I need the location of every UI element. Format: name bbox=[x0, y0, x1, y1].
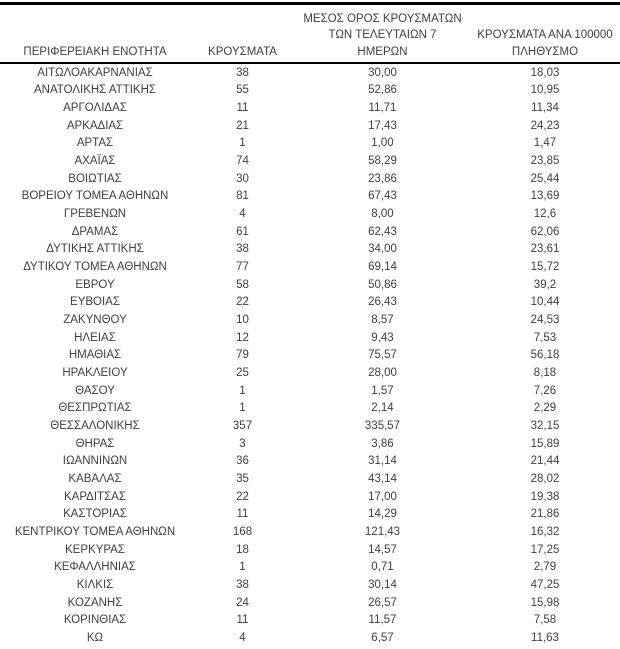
region-cell: ΗΡΑΚΛΕΙΟΥ bbox=[62, 366, 128, 379]
table-row bbox=[0, 223, 620, 241]
region-cell: ΔΡΑΜΑΣ bbox=[71, 225, 119, 238]
region-cell: ΑΡΤΑΣ bbox=[76, 137, 114, 150]
table-row bbox=[0, 364, 620, 382]
avg7-cell: 1,57 bbox=[371, 384, 394, 397]
per100k-cell: 13,69 bbox=[530, 190, 560, 203]
region-cell: ΗΛΕΙΑΣ bbox=[74, 331, 116, 344]
table-row bbox=[0, 576, 620, 594]
cases-cell: 58 bbox=[236, 278, 249, 291]
cases-cell: 30 bbox=[236, 172, 249, 185]
avg7-cell: 30,00 bbox=[368, 66, 397, 79]
avg7-cell: 28,00 bbox=[368, 366, 397, 379]
cases-cell: 74 bbox=[236, 155, 249, 168]
per100k-cell: 28,02 bbox=[530, 472, 560, 485]
table-row bbox=[0, 205, 620, 223]
avg7-cell: 34,00 bbox=[368, 243, 397, 256]
table-row bbox=[0, 170, 620, 188]
per100k-cell: 15,72 bbox=[530, 261, 560, 274]
per100k-cell: 1,47 bbox=[533, 137, 557, 150]
avg7-cell: 50,86 bbox=[368, 278, 397, 291]
region-cell: ΕΒΡΟΥ bbox=[75, 278, 115, 291]
cases-cell: 77 bbox=[236, 261, 249, 274]
table-row bbox=[0, 152, 620, 170]
table-row bbox=[0, 594, 620, 612]
column-header-line: ΚΡΟΥΣΜΑΤΑ ΑΝΑ 100000 bbox=[477, 29, 613, 41]
avg7-cell: 14,29 bbox=[368, 508, 397, 521]
per100k-cell: 21,44 bbox=[530, 455, 560, 468]
per100k-cell: 7,58 bbox=[533, 614, 557, 627]
avg7-cell: 121,43 bbox=[364, 525, 401, 538]
region-cell: ΘΕΣΣΑΛΟΝΙΚΗΣ bbox=[50, 419, 140, 432]
cases-cell: 11 bbox=[236, 508, 249, 521]
region-cell: ΘΗΡΑΣ bbox=[75, 437, 115, 450]
column-header-avg7 bbox=[295, 11, 470, 61]
cases-cell: 25 bbox=[236, 366, 249, 379]
avg7-cell: 75,57 bbox=[368, 349, 397, 362]
avg7-cell: 6,57 bbox=[371, 631, 394, 644]
cases-cell: 21 bbox=[236, 119, 249, 132]
avg7-cell: 17,43 bbox=[368, 119, 397, 132]
per100k-cell: 39,2 bbox=[533, 278, 557, 291]
avg7-cell: 1,00 bbox=[371, 137, 394, 150]
per100k-cell: 7,53 bbox=[533, 331, 557, 344]
cases-cell: 38 bbox=[236, 578, 249, 591]
cases-cell: 1 bbox=[239, 137, 246, 150]
per100k-cell: 21,86 bbox=[530, 508, 560, 521]
cases-cell: 11 bbox=[236, 614, 249, 627]
table-row bbox=[0, 117, 620, 135]
region-cell: ΘΕΣΠΡΩΤΙΑΣ bbox=[58, 402, 132, 415]
per100k-cell: 15,98 bbox=[530, 596, 560, 609]
cases-cell: 4 bbox=[239, 631, 246, 644]
per100k-cell: 23,85 bbox=[530, 155, 560, 168]
avg7-cell: 31,14 bbox=[368, 455, 397, 468]
avg7-cell: 26,43 bbox=[368, 296, 397, 309]
per100k-cell: 62,06 bbox=[530, 225, 560, 238]
column-header-region bbox=[0, 44, 190, 61]
table-row bbox=[0, 99, 620, 117]
region-cell: ΑΝΑΤΟΛΙΚΗΣ ΑΤΤΙΚΗΣ bbox=[33, 84, 156, 97]
avg7-cell: 69,14 bbox=[368, 261, 397, 274]
table-row bbox=[0, 82, 620, 100]
table-row bbox=[0, 329, 620, 347]
per100k-cell: 2,29 bbox=[533, 402, 557, 415]
cases-cell: 22 bbox=[236, 296, 249, 309]
table-row bbox=[0, 135, 620, 153]
table-row bbox=[0, 470, 620, 488]
per100k-cell: 12,6 bbox=[533, 208, 557, 221]
table-row bbox=[0, 276, 620, 294]
region-cell: ΚΑΣΤΟΡΙΑΣ bbox=[63, 508, 127, 521]
table-row bbox=[0, 417, 620, 435]
region-cell: ΑΡΚΑΔΙΑΣ bbox=[66, 119, 124, 132]
per100k-cell: 47,25 bbox=[530, 578, 560, 591]
region-cell: ΚΩ bbox=[86, 631, 104, 644]
table-row bbox=[0, 435, 620, 453]
cases-cell: 10 bbox=[236, 314, 249, 327]
table-row bbox=[0, 558, 620, 576]
avg7-cell: 335,57 bbox=[364, 419, 401, 432]
cases-cell: 79 bbox=[236, 349, 249, 362]
region-cell: ΚΕΝΤΡΙΚΟΥ ΤΟΜΕΑ ΑΘΗΝΩΝ bbox=[14, 525, 176, 538]
per100k-cell: 32,15 bbox=[530, 419, 560, 432]
cases-cell: 1 bbox=[239, 384, 246, 397]
table-row bbox=[0, 382, 620, 400]
cases-cell: 4 bbox=[239, 208, 246, 221]
cases-cell: 11 bbox=[236, 102, 249, 115]
cases-cell: 1 bbox=[239, 402, 246, 415]
per100k-cell: 11,34 bbox=[531, 102, 559, 115]
per100k-cell: 19,38 bbox=[530, 490, 560, 503]
avg7-cell: 43,14 bbox=[368, 472, 397, 485]
region-cell: ΕΥΒΟΙΑΣ bbox=[70, 296, 120, 309]
region-cell: ΚΟΖΑΝΗΣ bbox=[67, 596, 123, 609]
region-cell: ΚΟΡΙΝΘΙΑΣ bbox=[63, 614, 127, 627]
per100k-cell: 11,63 bbox=[531, 631, 559, 644]
per100k-cell: 24,23 bbox=[530, 119, 560, 132]
table-row bbox=[0, 241, 620, 259]
region-cell: ΚΙΛΚΙΣ bbox=[76, 578, 114, 591]
per100k-cell: 10,44 bbox=[530, 296, 560, 309]
avg7-cell: 3,86 bbox=[371, 437, 394, 450]
column-header-line: ΚΡΟΥΣΜΑΤΑ bbox=[208, 45, 277, 58]
per100k-cell: 16,32 bbox=[530, 525, 560, 538]
table-row bbox=[0, 505, 620, 523]
avg7-cell: 8,57 bbox=[371, 314, 394, 327]
region-cell: ΒΟΙΩΤΙΑΣ bbox=[68, 172, 122, 185]
cases-cell: 24 bbox=[236, 596, 249, 609]
avg7-cell: 9,43 bbox=[371, 331, 394, 344]
table-row bbox=[0, 64, 620, 82]
table-row bbox=[0, 188, 620, 206]
column-header-line: ΤΩΝ ΤΕΛΕΥΤΑΙΩΝ 7 bbox=[328, 29, 437, 41]
cases-cell: 3 bbox=[239, 437, 246, 450]
region-cell: ΑΙΤΩΛΟΑΚΑΡΝΑΝΙΑΣ bbox=[37, 66, 153, 79]
per100k-cell: 7,26 bbox=[533, 384, 557, 397]
avg7-cell: 26,57 bbox=[368, 596, 397, 609]
column-header-cases bbox=[190, 44, 295, 61]
table-row bbox=[0, 294, 620, 312]
cases-cell: 12 bbox=[236, 331, 249, 344]
cases-cell: 18 bbox=[236, 543, 249, 556]
per100k-cell: 24,53 bbox=[530, 314, 560, 327]
avg7-cell: 11,57 bbox=[368, 614, 397, 627]
region-cell: ΑΡΓΟΛΙΔΑΣ bbox=[63, 102, 127, 115]
region-cell: ΚΑΒΑΛΑΣ bbox=[68, 472, 122, 485]
per100k-cell: 25,44 bbox=[530, 172, 560, 185]
column-header-line: ΗΜΕΡΩΝ bbox=[357, 45, 408, 58]
column-header-line: ΠΕΡΙΦΕΡΕΙΑΚΗ ΕΝΟΤΗΤΑ bbox=[23, 45, 167, 58]
region-cell: ΔΥΤΙΚΟΥ ΤΟΜΕΑ ΑΘΗΝΩΝ bbox=[23, 261, 167, 274]
table-header-row bbox=[0, 5, 620, 64]
cases-cell: 357 bbox=[232, 419, 253, 432]
region-cell: ΘΑΣΟΥ bbox=[75, 384, 115, 397]
cases-cell: 1 bbox=[239, 561, 246, 574]
table-row bbox=[0, 258, 620, 276]
region-cell: ΚΑΡΔΙΤΣΑΣ bbox=[64, 490, 126, 503]
column-header-line: ΠΛΗΘΥΣΜΟ bbox=[511, 45, 579, 58]
table-row bbox=[0, 629, 620, 647]
cases-cell: 168 bbox=[232, 525, 253, 538]
table-row bbox=[0, 347, 620, 365]
region-cell: ΔΥΤΙΚΗΣ ΑΤΤΙΚΗΣ bbox=[46, 243, 144, 256]
column-header-per100k bbox=[470, 27, 620, 60]
region-cell: ΑΧΑΪΑΣ bbox=[74, 155, 116, 168]
table-row bbox=[0, 541, 620, 559]
table-body bbox=[0, 64, 620, 647]
table-row bbox=[0, 488, 620, 506]
table-row bbox=[0, 399, 620, 417]
region-cell: ΒΟΡΕΙΟΥ ΤΟΜΕΑ ΑΘΗΝΩΝ bbox=[21, 190, 169, 203]
cases-cell: 35 bbox=[236, 472, 249, 485]
per100k-cell: 15,89 bbox=[530, 437, 560, 450]
per100k-cell: 18,03 bbox=[530, 66, 560, 79]
cases-cell: 55 bbox=[236, 84, 249, 97]
avg7-cell: 0,71 bbox=[371, 561, 394, 574]
region-cell: ΗΜΑΘΙΑΣ bbox=[68, 349, 122, 362]
region-cell: ΚΕΦΑΛΛΗΝΙΑΣ bbox=[54, 561, 136, 574]
cases-cell: 81 bbox=[236, 190, 249, 203]
avg7-cell: 8,00 bbox=[371, 208, 394, 221]
column-header-line: ΜΕΣΟΣ ΟΡΟΣ ΚΡΟΥΣΜΑΤΩΝ bbox=[303, 12, 462, 25]
avg7-cell: 14,57 bbox=[368, 543, 397, 556]
per100k-cell: 17,25 bbox=[530, 543, 560, 556]
table-row bbox=[0, 452, 620, 470]
region-cell: ΖΑΚΥΝΘΟΥ bbox=[63, 314, 127, 327]
cases-cell: 22 bbox=[236, 490, 249, 503]
per100k-cell: 8,18 bbox=[533, 366, 557, 379]
table-row bbox=[0, 611, 620, 629]
per100k-cell: 56,18 bbox=[530, 349, 560, 362]
cases-cell: 36 bbox=[236, 455, 249, 468]
avg7-cell: 17,00 bbox=[368, 490, 397, 503]
cases-cell: 38 bbox=[236, 243, 249, 256]
avg7-cell: 67,43 bbox=[368, 190, 397, 203]
region-cell: ΓΡΕΒΕΝΩΝ bbox=[63, 208, 127, 221]
cases-cell: 61 bbox=[236, 225, 249, 238]
table-row bbox=[0, 523, 620, 541]
per100k-cell: 10,95 bbox=[530, 84, 560, 97]
table-row bbox=[0, 311, 620, 329]
cases-cell: 38 bbox=[236, 66, 249, 79]
avg7-cell: 62,43 bbox=[368, 225, 397, 238]
avg7-cell: 2,14 bbox=[371, 402, 394, 415]
region-cell: ΙΩΑΝΝΙΝΩΝ bbox=[62, 455, 128, 468]
avg7-cell: 30,14 bbox=[368, 578, 397, 591]
avg7-cell: 11,71 bbox=[368, 102, 397, 115]
avg7-cell: 23,86 bbox=[368, 172, 397, 185]
per100k-cell: 2,79 bbox=[533, 561, 557, 574]
avg7-cell: 52,86 bbox=[368, 84, 397, 97]
region-cell: ΚΕΡΚΥΡΑΣ bbox=[65, 543, 125, 556]
avg7-cell: 58,29 bbox=[368, 155, 397, 168]
per100k-cell: 23,61 bbox=[530, 243, 560, 256]
